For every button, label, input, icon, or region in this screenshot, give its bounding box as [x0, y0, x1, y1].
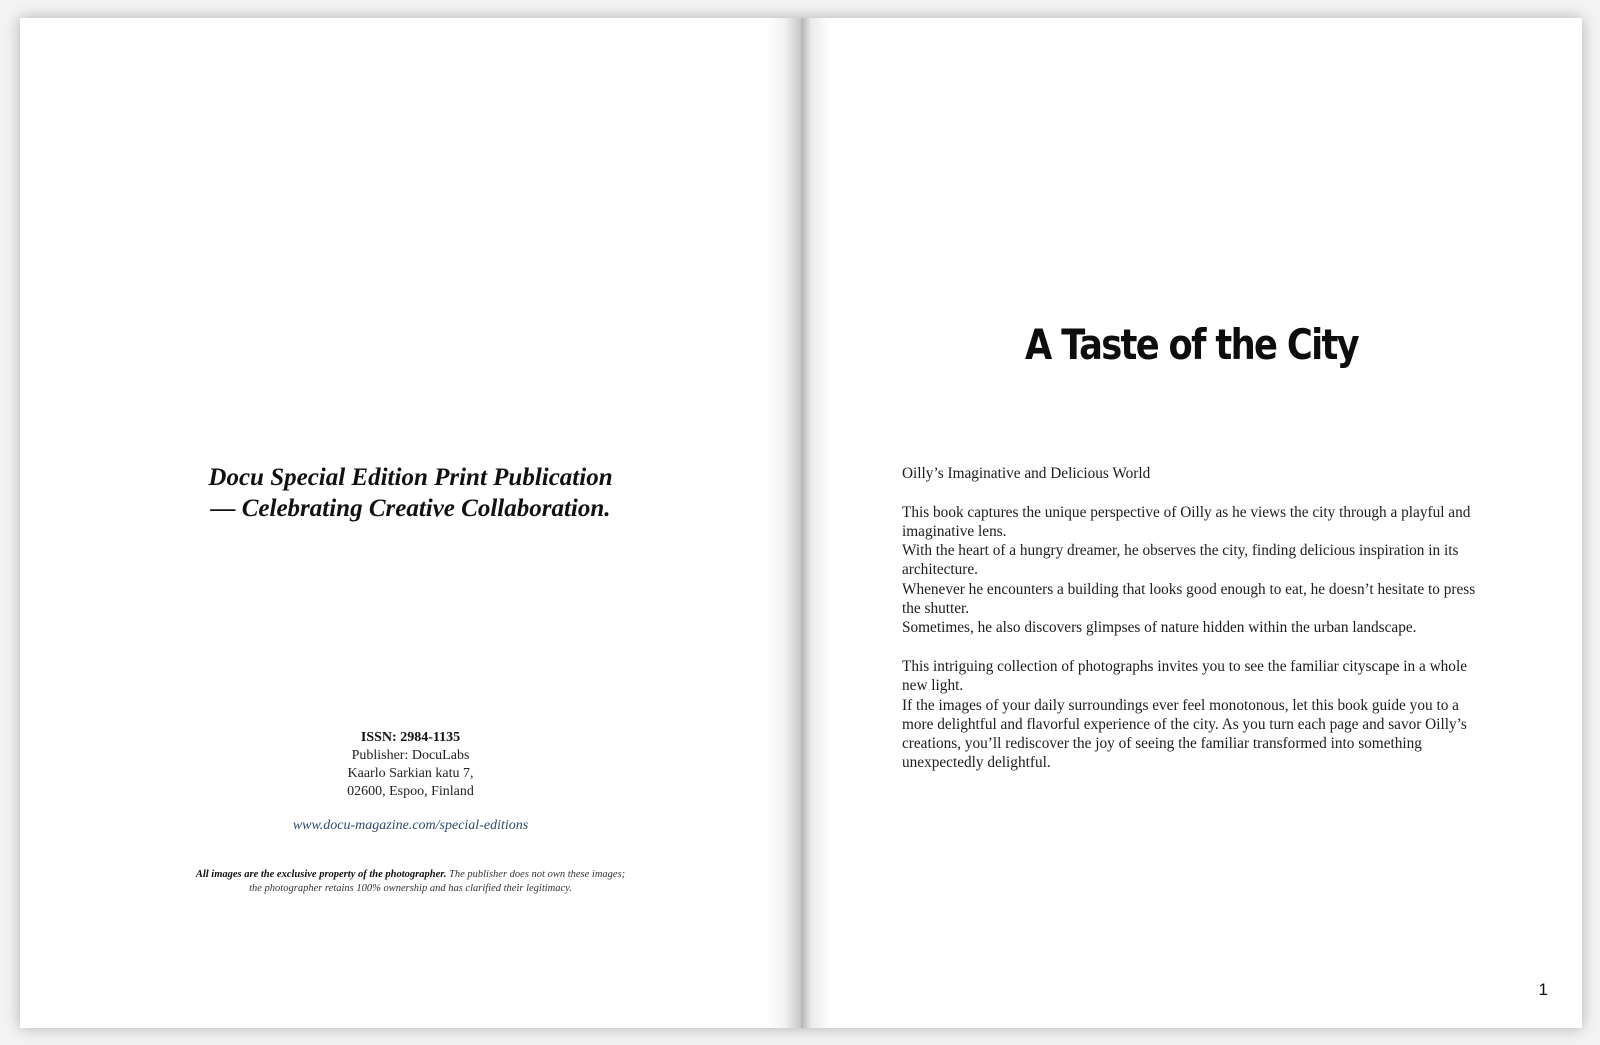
- paragraph-gap: [902, 638, 1486, 657]
- page-number: 1: [1538, 980, 1548, 999]
- disclaimer-bold: All images are the exclusive property of the photographer.: [195, 869, 447, 880]
- website-link[interactable]: www.docu-magazine.com/special-editions: [292, 818, 529, 833]
- edition-title: [20, 462, 801, 524]
- edition-title-line-1: Docu Special Edition Print Publication: [208, 464, 613, 491]
- address-line-2: 02600, Espoo, Finland: [347, 784, 474, 799]
- book-title: A Taste of the City: [1025, 320, 1358, 369]
- image-rights-disclaimer: [20, 868, 801, 896]
- issn: ISSN: 2984-1135: [360, 730, 461, 745]
- edition-title-line-2: — Celebrating Creative Collaboration.: [210, 495, 611, 522]
- imprint-block: [20, 729, 801, 801]
- paragraph-gap: [902, 483, 1486, 502]
- paragraph-2-line-2: If the images of your daily surroundings ever feel monotonous, let this book guide you to a more delightful and flavorful experience of the city. As you turn each page and savor Oilly’s creations, you’ll rediscover the joy of seeing the familiar transformed into something unexpectedly delightful.: [902, 696, 1467, 772]
- subtitle: Oilly’s Imaginative and Delicious World: [902, 465, 1151, 482]
- paragraph-1-line-2: With the heart of a hungry dreamer, he observes the city, finding delicious inspiration in its architecture.: [902, 542, 1459, 579]
- publisher: Publisher: DocuLabs: [351, 748, 470, 763]
- body-text: [902, 464, 1486, 773]
- right-gutter-shadow: [801, 18, 831, 1028]
- paragraph-1-line-3: Whenever he encounters a building that looks good enough to eat, he doesn’t hesitate to press the shutter.: [902, 580, 1476, 618]
- paragraph-2-line-1: This intriguing collection of photographs invites you to see the familiar cityscape in a whole new light.: [902, 657, 1467, 695]
- paragraph-1-line-1: This book captures the unique perspective of Oilly as he views the city through a playful and imaginative lens.: [902, 503, 1471, 540]
- disclaimer-line-1: [20, 868, 801, 882]
- paragraph-1-line-4: Sometimes, he also discovers glimpses of nature hidden within the urban landscape.: [902, 619, 1417, 637]
- right-page: [801, 18, 1582, 1028]
- left-page: [20, 18, 801, 1028]
- book-spread: [20, 18, 1582, 1028]
- disclaimer-line-2: the photographer retains 100% ownership and has clarified their legitimacy.: [249, 883, 572, 894]
- address-line-1: Kaarlo Sarkian katu 7,: [347, 766, 474, 781]
- disclaimer-line-1-rest: The publisher does not own these images;: [446, 869, 626, 880]
